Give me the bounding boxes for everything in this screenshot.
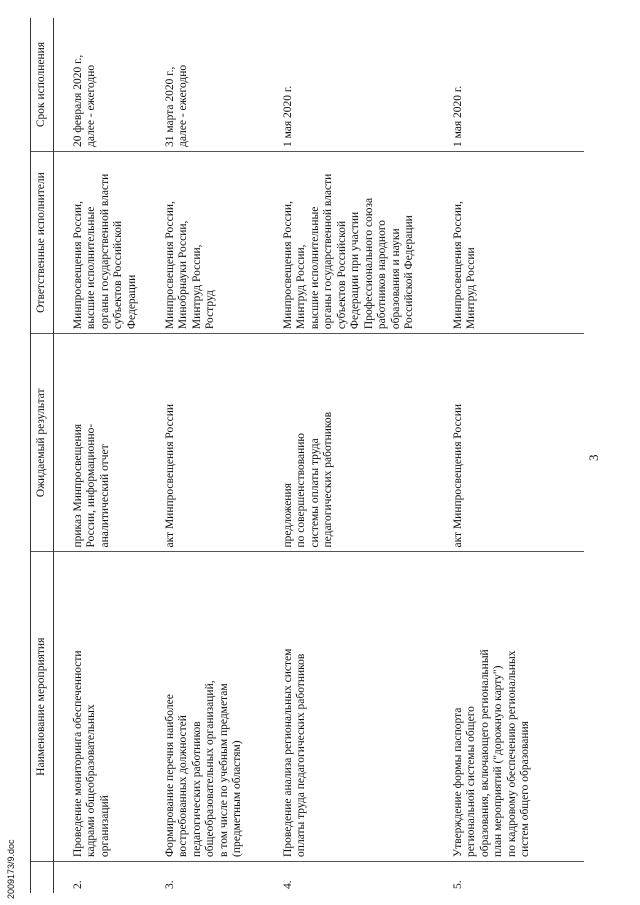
table-header-row: [31, 18, 54, 893]
row-name: Проведение анализа региональных систем оплаты труда педагогических работников: [264, 552, 434, 861]
row-deadline: 1 мая 2020 г.: [434, 18, 584, 152]
row-number: 4.: [281, 880, 294, 889]
row-number: 5.: [451, 880, 464, 889]
table-row: [146, 18, 264, 893]
page-number: 3: [586, 454, 601, 461]
row-number: 2.: [71, 880, 84, 889]
table-row: [434, 18, 584, 893]
row-responsible: Минпросвещения России, высшие исполнительные органы государственной власти субъектов Российской Федерации: [53, 152, 146, 334]
footer-filename: 2009173/9.doc: [6, 839, 16, 899]
row-responsible: Минпросвещения России, Минтруд России, высшие исполнительные органы государственной власти субъектов Российской Федерации при участии Профессионального союза работников народного образования и науки Российской Федерации: [264, 152, 434, 334]
row-result: предложения по совершенствованию системы оплаты труда педагогических работников: [264, 334, 434, 552]
row-deadline: 20 февраля 2020 г., далее - ежегодно: [53, 18, 146, 152]
row-name: Утверждение формы паспорта региональной системы общего образования, включающего региональный план мероприятий ("дорожную карту") по кадровому обеспечению региональных систем общего образования: [434, 552, 584, 861]
header-number: [31, 861, 54, 893]
row-name: Формирование перечня наиболее востребованных должностей педагогических работников общеобразовательных организаций, в том числе по учебным предметам (предметным областям): [146, 552, 264, 861]
row-name: Проведение мониторинга обеспеченности кадрами общеобразовательных организаций: [53, 552, 146, 861]
table-row: [53, 18, 146, 893]
row-deadline: 1 мая 2020 г.: [264, 18, 434, 152]
header-responsible: Ответственные исполнители: [31, 152, 54, 334]
action-plan-table: [30, 18, 584, 893]
row-number: 3.: [163, 880, 176, 889]
row-responsible: Минпросвещения России, Минтруд России: [434, 152, 584, 334]
header-deadline: Срок исполнения: [31, 18, 54, 152]
row-result: акт Минпросвещения России: [146, 334, 264, 552]
row-result: акт Минпросвещения России: [434, 334, 584, 552]
header-name: Наименование мероприятия: [31, 552, 54, 861]
table-row: [264, 18, 434, 893]
row-responsible: Минпросвещения России, Минобрнауки России, Минтруд России, Роструд: [146, 152, 264, 334]
header-result: Ожидаемый результат: [31, 334, 54, 552]
row-deadline: 31 марта 2020 г., далее - ежегодно: [146, 18, 264, 152]
row-result: приказ Минпросвещения России, информационно- аналитический отчет: [53, 334, 146, 552]
